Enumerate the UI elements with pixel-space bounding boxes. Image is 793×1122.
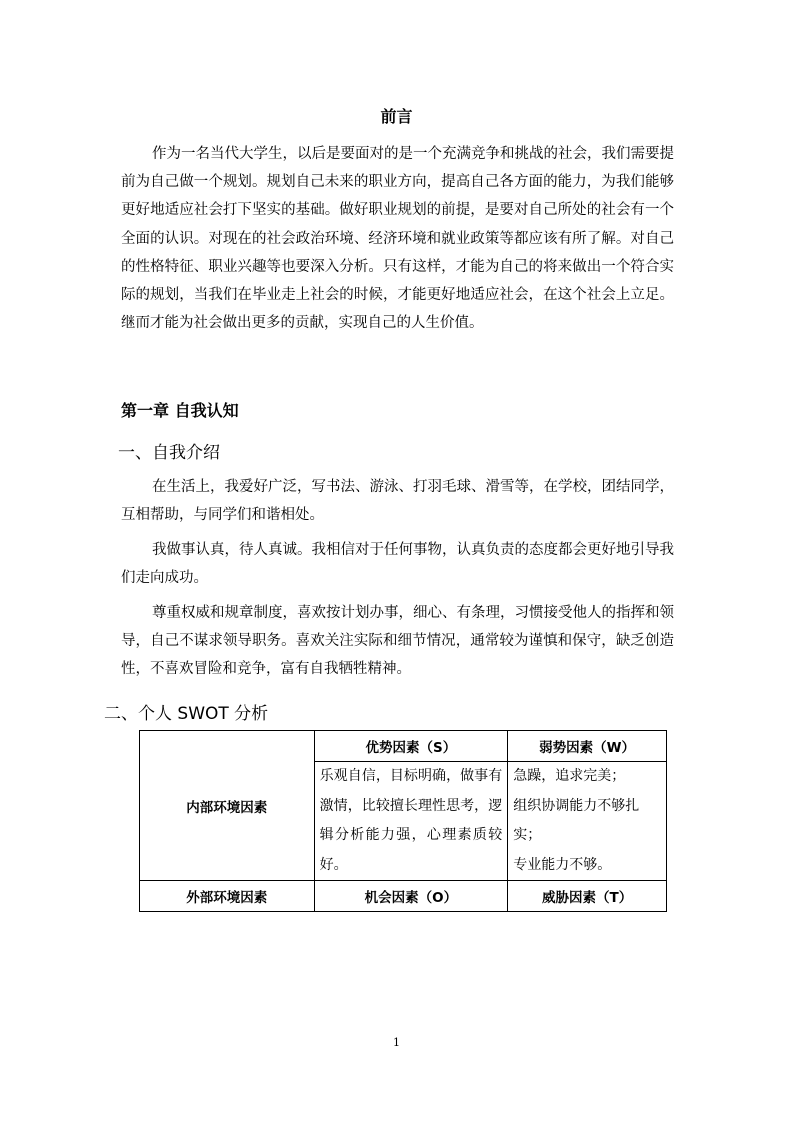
section-heading-swot: 二、个人 SWOT 分析: [104, 704, 269, 724]
weakness-item: 专业能力不够。: [513, 856, 612, 873]
internal-factors-label: 内部环境因素: [140, 731, 315, 881]
chapter-heading: 第一章 自我认知: [121, 401, 239, 420]
intro-paragraph-1: 在生活上，我爱好广泛，写书法、游泳、打羽毛球、滑雪等，在学校，团结同学，互相帮助，与同学们和谐相处。: [121, 479, 674, 524]
weakness-item: 急躁，追求完美；: [513, 768, 626, 784]
intro-paragraph-2: 我做事认真，待人真诚。我相信对于任何事物，认真负责的态度都会更好地引导我们走向成功。: [121, 542, 674, 587]
opportunities-header: 机会因素（O）: [314, 881, 508, 912]
preface-paragraph: 作为一名当代大学生，以后是要面对的是一个充满竞争和挑战的社会，我们需要提前为自己做一个规划。规划自己未来的职业方向，提高自己各方面的能力，为我们能够更好地适应社会打下坚实的基础。做好职业规划的前提，是要对自己所处的社会有一个全面的认识。对现在的社会政治环境、经济环境和就业政策等都应该有所了解。对自己的性格特征、职业兴趣等也要深入分析。只有这样，才能为自己的将来做出一个符合实际的规划，当我们在毕业走上社会的时候，才能更好地适应社会，在这个社会上立足。继而才能为社会做出更多的贡献，实现自己的人生价值。: [121, 146, 674, 332]
threats-header: 威胁因素（T）: [508, 881, 667, 912]
strengths-header: 优势因素（S）: [314, 731, 508, 762]
section-heading-self-intro: 一、自我介绍: [118, 443, 220, 463]
weakness-item: 组织协调能力不够扎实；: [513, 797, 640, 843]
external-factors-label: 外部环境因素: [140, 881, 315, 912]
swot-table: [139, 730, 667, 912]
page-title: 前言: [380, 107, 413, 126]
page-number: 1: [393, 1036, 400, 1049]
intro-paragraph-3: 尊重权威和规章制度，喜欢按计划办事，细心、有条理，习惯接受他人的指挥和领导，自己不谋求领导职务。喜欢关注实际和细节情况，通常较为谨慎和保守，缺乏创造性，不喜欢冒险和竞争，富有自我牺牲精神。: [121, 605, 674, 678]
weaknesses-header: 弱势因素（W）: [508, 731, 667, 762]
weaknesses-cell: [508, 762, 667, 881]
strengths-cell: 乐观自信，目标明确，做事有激情，比较擅长理性思考，逻辑分析能力强，心理素质较好。: [314, 762, 508, 881]
